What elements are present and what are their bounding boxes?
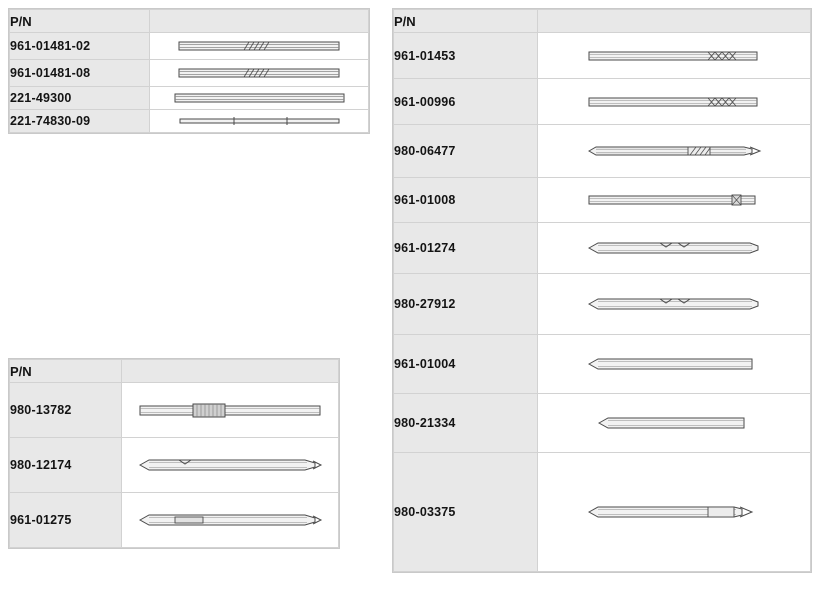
tube-with-crosshatch-right-icon — [538, 91, 810, 113]
parts-table — [393, 9, 811, 572]
table-row[interactable] — [10, 110, 369, 133]
table-row[interactable] — [394, 125, 811, 178]
part-number-cell: 221-74830-09 — [10, 110, 150, 133]
table-row[interactable] — [10, 87, 369, 110]
table-row[interactable] — [10, 383, 339, 438]
thin-rod-with-two-marks-icon — [150, 110, 368, 132]
column-header-figure — [122, 360, 339, 383]
tube-with-notch-and-tapered-tip-icon — [122, 453, 338, 477]
table-row[interactable] — [10, 33, 369, 60]
part-number-cell: 980-03375 — [394, 453, 538, 572]
table-row[interactable] — [394, 394, 811, 453]
tapered-tube-with-center-notches-icon — [538, 237, 810, 259]
part-figure-cell — [538, 274, 811, 335]
column-header-pn: P/N — [10, 360, 122, 383]
short-plain-tube-tapered-left-icon — [538, 413, 810, 433]
part-number-cell: 961-01481-08 — [10, 60, 150, 87]
part-figure-cell — [538, 453, 811, 572]
table-row[interactable] — [394, 223, 811, 274]
tube-with-small-box-right-icon — [538, 190, 810, 210]
part-number-cell: 980-13782 — [10, 383, 122, 438]
plain-tube-tapered-left-icon — [538, 354, 810, 374]
part-number-cell: 961-01275 — [10, 493, 122, 548]
tube-with-tapered-tip-long-icon — [538, 501, 810, 523]
parts-table — [9, 359, 339, 548]
straight-tube-hatched-center-icon — [150, 60, 368, 86]
table-row[interactable] — [10, 438, 339, 493]
part-figure-cell — [538, 33, 811, 79]
table-row[interactable] — [394, 79, 811, 125]
part-number-cell: 961-01481-02 — [10, 33, 150, 60]
straight-tube-hatched-center-icon — [150, 33, 368, 59]
tapered-tube-with-center-notches-icon — [538, 293, 810, 315]
part-number-cell: 961-01008 — [394, 178, 538, 223]
part-figure-cell — [538, 178, 811, 223]
parts-table — [9, 9, 369, 133]
column-header-pn: P/N — [10, 10, 150, 33]
parts-table-panel-top-left — [8, 8, 370, 134]
column-header-figure — [150, 10, 369, 33]
table-header-row — [394, 10, 811, 33]
part-figure-cell — [538, 394, 811, 453]
part-number-cell: 961-01004 — [394, 335, 538, 394]
part-figure-cell — [122, 438, 339, 493]
part-figure-cell — [150, 87, 369, 110]
table-header-row — [10, 10, 369, 33]
column-header-figure — [538, 10, 811, 33]
part-number-cell: 961-00996 — [394, 79, 538, 125]
part-number-cell: 980-06477 — [394, 125, 538, 178]
part-figure-cell — [122, 383, 339, 438]
table-row[interactable] — [394, 335, 811, 394]
tube-with-diagonal-hatch-and-tapered-tip-icon — [538, 140, 810, 162]
parts-table-panel-right — [392, 8, 812, 573]
part-figure-cell — [150, 60, 369, 87]
part-number-cell: 961-01453 — [394, 33, 538, 79]
table-row[interactable] — [394, 274, 811, 335]
table-row[interactable] — [10, 60, 369, 87]
part-number-cell: 961-01274 — [394, 223, 538, 274]
plain-straight-tube-icon — [150, 87, 368, 109]
tube-with-slot-and-tapered-tip-icon — [122, 508, 338, 532]
part-figure-cell — [538, 125, 811, 178]
table-row[interactable] — [10, 493, 339, 548]
parts-table-panel-bottom-left — [8, 358, 340, 549]
table-row[interactable] — [394, 33, 811, 79]
tube-with-crosshatch-right-icon — [538, 45, 810, 67]
table-row[interactable] — [394, 178, 811, 223]
part-figure-cell — [150, 110, 369, 133]
table-row[interactable] — [394, 453, 811, 572]
part-figure-cell — [538, 223, 811, 274]
column-header-pn: P/N — [394, 10, 538, 33]
tube-with-shaded-band-icon — [122, 398, 338, 422]
part-number-cell: 980-27912 — [394, 274, 538, 335]
part-number-cell: 980-12174 — [10, 438, 122, 493]
part-figure-cell — [538, 335, 811, 394]
part-figure-cell — [538, 79, 811, 125]
part-number-cell: 980-21334 — [394, 394, 538, 453]
part-number-cell: 221-49300 — [10, 87, 150, 110]
table-header-row — [10, 360, 339, 383]
part-figure-cell — [150, 33, 369, 60]
part-figure-cell — [122, 493, 339, 548]
